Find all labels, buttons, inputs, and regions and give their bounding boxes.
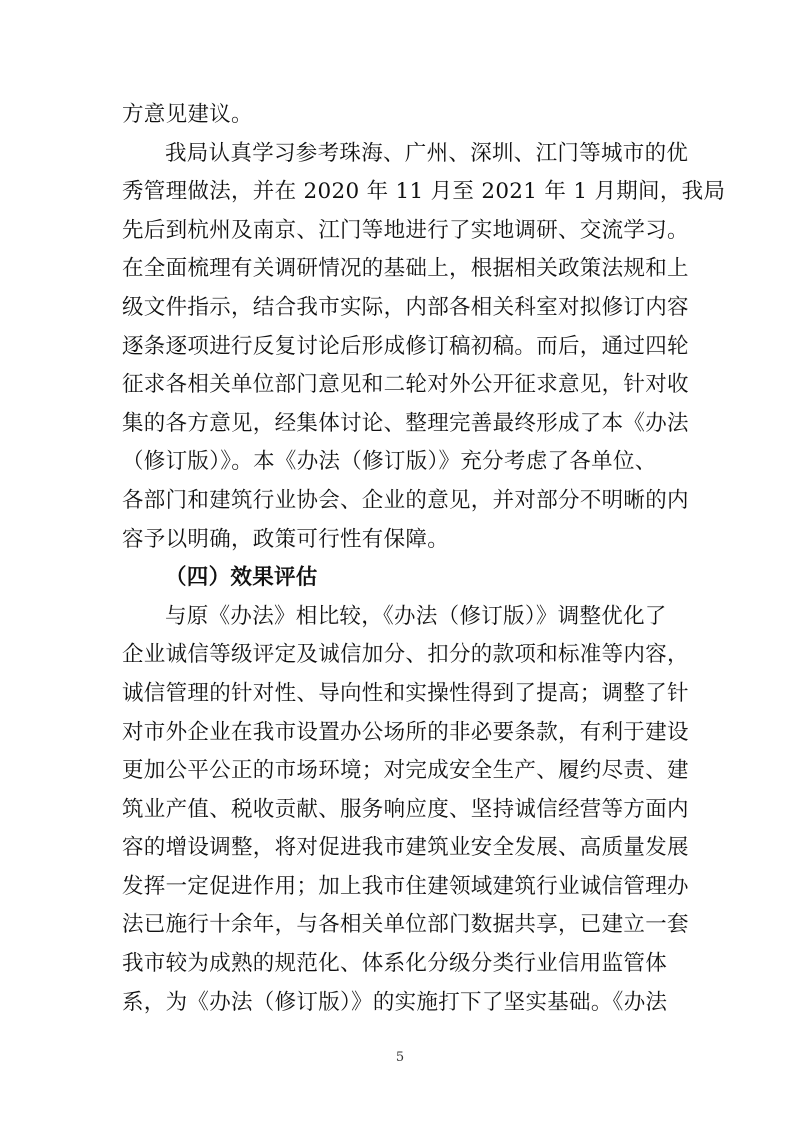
text-line: 方意见建议。 [122, 102, 253, 127]
text-line: 我局认真学习参考珠海、广州、深圳、江门等城市的优 [165, 140, 689, 166]
text-line: 集的各方意见，经集体讨论、整理完善最终形成了本《办法 [122, 410, 689, 436]
text-line: 逐条逐项进行反复讨论后形成修订稿初稿。而后，通过四轮 [122, 333, 689, 359]
paragraph-evaluation [122, 598, 689, 1023]
text-line: 先后到杭州及南京、江门等地进行了实地调研、交流学习。 [122, 217, 689, 243]
text-line: 筑业产值、税收贡献、服务响应度、坚持诚信经营等方面内 [122, 796, 689, 822]
paragraph-continuation [122, 96, 682, 135]
text-line: 秀管理做法，并在 2020 年 11 月至 2021 年 1 月期间，我局 [122, 179, 726, 205]
text-line: 发挥一定促进作用；加上我市住建领域建筑行业诚信管理办 [122, 873, 689, 899]
text-line: （修订版）》。本《办法（修订版）》充分考虑了各单位、 [122, 449, 657, 475]
text-line: 更加公平公正的市场环境；对完成安全生产、履约尽责、建 [122, 758, 689, 784]
text-line: 系，为《办法（修订版）》的实施打下了坚实基础。《办法 [122, 989, 668, 1015]
text-line: 企业诚信等级评定及诚信加分、扣分的款项和标准等内容， [122, 642, 689, 668]
text-line: 诚信管理的针对性、导向性和实操性得到了提高；调整了针 [122, 680, 689, 706]
text-line: 与原《办法》相比较，《办法（修订版）》调整优化了 [165, 603, 667, 629]
text-line: 我市较为成熟的规范化、体系化分级分类行业信用监管体 [122, 951, 668, 977]
text-line: 各部门和建筑行业协会、企业的意见，并对部分不明晰的内 [122, 487, 689, 513]
paragraph-research [122, 135, 726, 560]
text-line: 在全面梳理有关调研情况的基础上，根据相关政策法规和上 [122, 256, 689, 282]
section-heading-text: （四）效果评估 [165, 565, 318, 591]
text-line: 征求各相关单位部门意见和二轮对外公开征求意见，针对收 [122, 372, 689, 398]
section-heading [122, 559, 682, 598]
text-line: 对市外企业在我市设置办公场所的非必要条款，有利于建设 [122, 719, 689, 745]
text-line: 级文件指示，结合我市实际，内部各相关科室对拟修订内容 [122, 294, 689, 320]
page-number: 5 [395, 1050, 405, 1065]
text-line: 容的增设调整，将对促进我市建筑业安全发展、高质量发展 [122, 835, 689, 861]
body-text [122, 96, 726, 1022]
text-line: 法已施行十余年，与各相关单位部门数据共享，已建立一套 [122, 912, 689, 938]
text-line: 容予以明确，政策可行性有保障。 [122, 526, 450, 552]
